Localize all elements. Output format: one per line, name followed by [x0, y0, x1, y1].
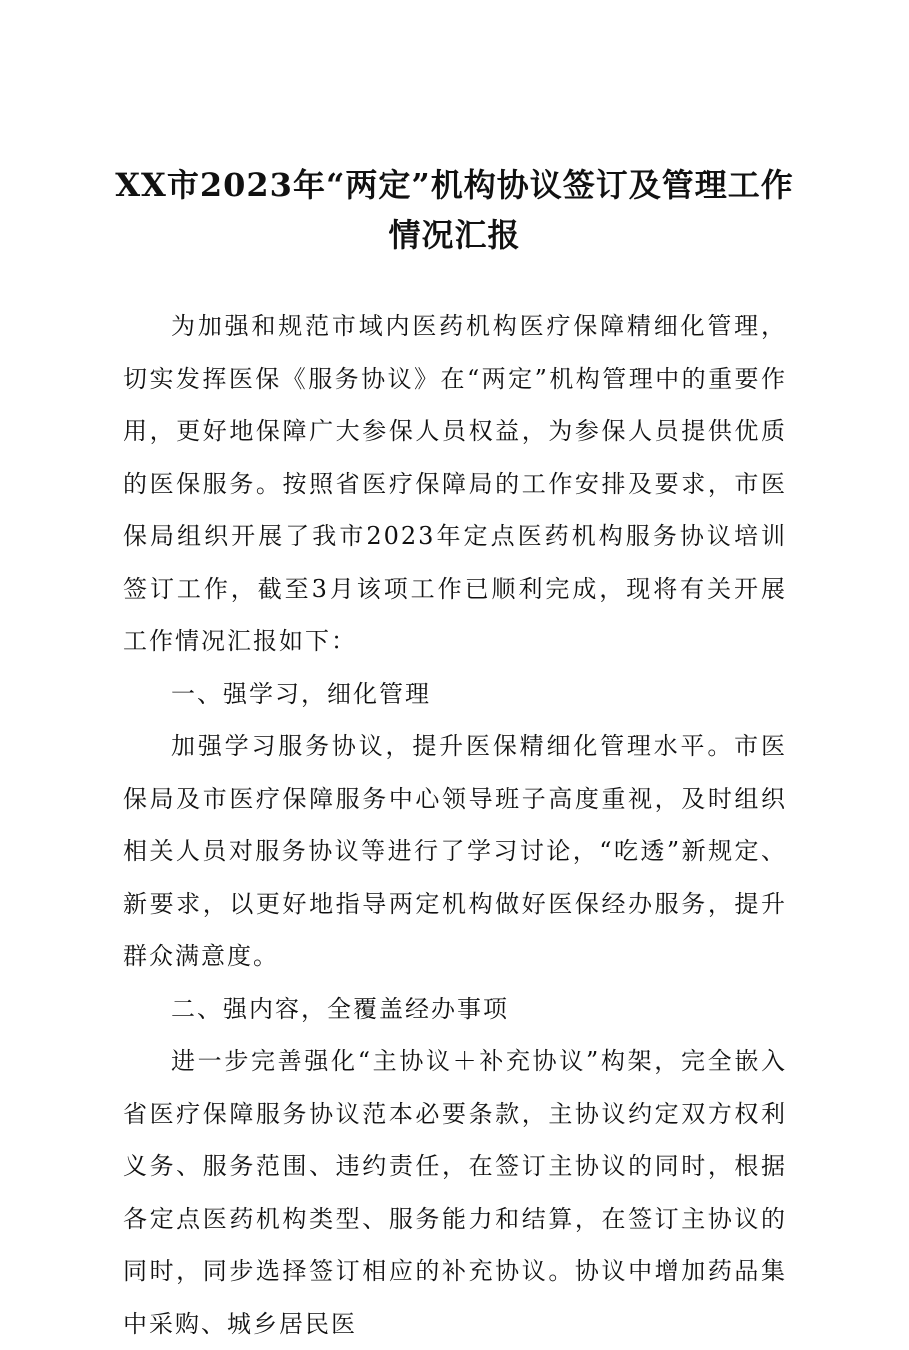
section-1-paragraph: 加强学习服务协议，提升医保精细化管理水平。市医保局及市医疗保障服务中心领导班子高度重视，及时组织相关人员对服务协议等进行了学习讨论，“吃透”新规定、新要求，以更好地指导两定机构做好医保经办服务，提升群众满意度。 — [123, 732, 787, 970]
document-body — [123, 300, 787, 1350]
section-2-paragraph: 进一步完善强化“主协议＋补充协议”构架，完全嵌入省医疗保障服务协议范本必要条款，主协议约定双方权利义务、服务范围、违约责任，在签订主协议的同时，根据各定点医药机构类型、服务能力和结算，在签订主协议的同时，同步选择签订相应的补充协议。协议中增加药品集中采购、城乡居民医 — [123, 1047, 787, 1338]
intro-paragraph: 为加强和规范市域内医药机构医疗保障精细化管理，切实发挥医保《服务协议》在“两定”机构管理中的重要作用，更好地保障广大参保人员权益，为参保人员提供优质的医保服务。按照省医疗保障局的工作安排及要求，市医保局组织开展了我市2023年定点医药机构服务协议培训签订工作，截至3月该项工作已顺利完成，现将有关开展工作情况汇报如下： — [123, 312, 787, 655]
section-heading-1: 一、强学习，细化管理 — [171, 679, 431, 708]
section-heading-2: 二、强内容，全覆盖经办事项 — [171, 994, 509, 1023]
document-title: XX市2023年“两定”机构协议签订及管理工作情况汇报 — [115, 166, 794, 254]
